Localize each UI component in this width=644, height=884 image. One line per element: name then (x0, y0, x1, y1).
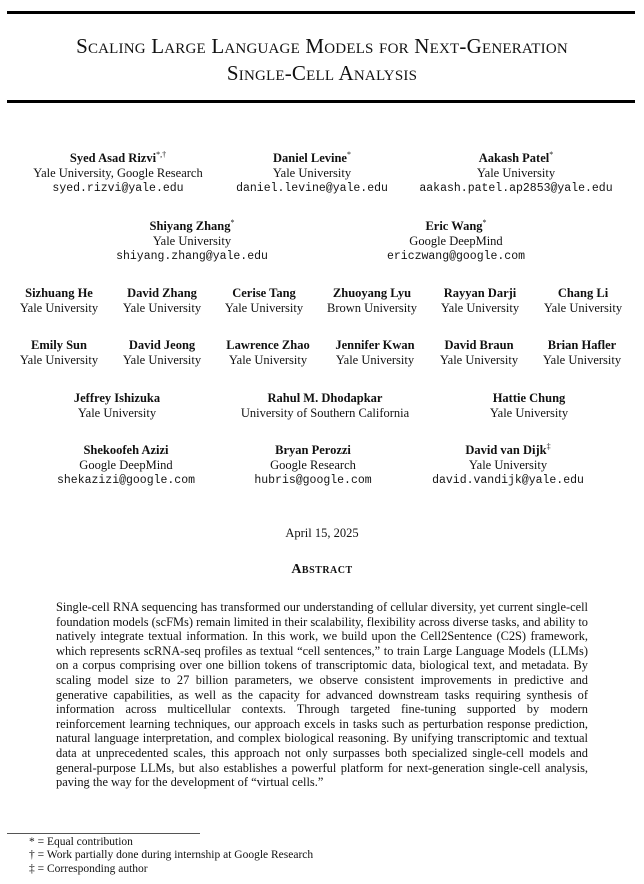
author-name: Jeffrey Ishizuka (73, 391, 161, 405)
author-name: Sizhuang He (25, 286, 93, 300)
author-name: Eric Wang (425, 219, 483, 233)
footnote-rule (7, 833, 200, 834)
title-line-1: Scaling Large Language Models for Next-Generation (76, 34, 568, 58)
author-affiliation: Yale University, Google Research (33, 166, 203, 180)
footnotes (29, 836, 313, 876)
abstract-heading: Abstract (291, 562, 353, 577)
author-mark: ‡ (546, 441, 551, 451)
author-name: Jennifer Kwan (335, 338, 415, 352)
author-email[interactable]: david.vandijk@yale.edu (432, 474, 584, 487)
paper-title (0, 33, 644, 87)
author-affiliation: Yale University (335, 353, 415, 367)
author-affiliation: Yale University (228, 353, 308, 367)
footnote-internship: † = Work partially done during internship at Google Research (29, 849, 314, 862)
author-name: Cerise Tang (232, 286, 296, 300)
author-block (419, 151, 612, 196)
author-block (20, 286, 98, 316)
author-block (490, 391, 568, 421)
author-name: Brian Hafler (547, 338, 617, 352)
author-name: Bryan Perozzi (275, 443, 351, 457)
author-name: Shiyang Zhang (149, 219, 231, 233)
author-affiliation: University of Southern California (240, 406, 410, 420)
author-email[interactable]: hubris@google.com (254, 474, 372, 487)
author-affiliation: Yale University (542, 353, 622, 367)
author-name: Lawrence Zhao (226, 338, 310, 352)
author-mark: * (230, 217, 235, 227)
author-block (241, 391, 409, 421)
author-name: David van Dijk (465, 443, 547, 457)
author-block (226, 338, 309, 368)
author-name: Syed Asad Rizvi (69, 151, 157, 165)
author-affiliation: Yale University (122, 301, 202, 315)
author-affiliation: Yale University (468, 458, 548, 472)
author-block (116, 219, 268, 264)
author-affiliation: Yale University (440, 301, 520, 315)
author-block (123, 286, 201, 316)
author-affiliation: Yale University (152, 234, 232, 248)
title-line-2: Single-Cell Analysis (226, 61, 418, 85)
author-block (123, 338, 201, 368)
author-block (57, 443, 195, 488)
author-block (236, 151, 388, 196)
bottom-rule (7, 100, 635, 103)
author-block (387, 219, 525, 264)
author-block (20, 338, 98, 368)
author-mark: *,† (156, 149, 167, 159)
author-affiliation: Brown University (327, 301, 417, 315)
author-mark: * (346, 149, 351, 159)
author-name: Shekoofeh Azizi (83, 443, 169, 457)
author-block (74, 391, 160, 421)
author-name: Aakash Patel (478, 151, 550, 165)
author-block (327, 286, 417, 316)
author-block (441, 286, 519, 316)
abstract-text: Single-cell RNA sequencing has transformed our understanding of cellular diversity, yet current single-cell foundation models (scFMs) remain limited in their scalability, flexibility across diverse tasks, and ability to natively integrate textual information. In this work, we build upon the Cell2Sentence (C2S) framework, which represents scRNA-seq profiles as textual “cell sentences,” to train Large Language Models (LLMs) on a corpus comprising over one billion tokens of transcriptomic data, biological text, and metadata. By scaling model size to 27 billion parameters, we observe consistent improvements in predictive and generative capabilities, as well as the capacity for advanced downstream tasks requiring synthesis of information across multicellular contexts. Through targeted fine-tuning supported by modern reinforcement learning techniques, our approach excels in tasks such as perturbation response prediction, natural language interpretation, and complex biological reasoning. By unifying transcriptomic and textual data at unprecedented scales, this approach not only surpasses both specialized single-cell models and general-purpose LLMs, but also establishes a powerful platform for next-generation single-cell analysis, paving the way for the development of “virtual cells.” (56, 600, 588, 790)
footnote-equal-contribution: * = Equal contribution (29, 836, 133, 848)
author-affiliation: Yale University (224, 301, 304, 315)
author-name: Daniel Levine (273, 151, 347, 165)
author-email[interactable]: shiyang.zhang@yale.edu (116, 250, 268, 263)
author-block (225, 286, 303, 316)
author-affiliation: Yale University (19, 301, 99, 315)
author-name: Rayyan Darji (443, 286, 517, 300)
author-mark: * (482, 217, 487, 227)
author-name: Chang Li (557, 286, 609, 300)
author-affiliation: Yale University (543, 301, 623, 315)
publication-date: April 15, 2025 (285, 526, 359, 540)
author-affiliation: Google Research (270, 458, 356, 472)
top-rule (7, 11, 635, 14)
author-name: David Braun (444, 338, 514, 352)
footnote-corresponding-author: ‡ = Corresponding author (29, 862, 148, 875)
author-affiliation: Yale University (122, 353, 202, 367)
author-affiliation: Google DeepMind (79, 458, 173, 472)
author-affiliation: Yale University (19, 353, 99, 367)
author-email[interactable]: aakash.patel.ap2853@yale.edu (419, 182, 613, 195)
author-name: Hattie Chung (492, 391, 566, 405)
author-name: Rahul M. Dhodapkar (267, 391, 383, 405)
author-affiliation: Yale University (476, 166, 556, 180)
author-name: David Jeong (128, 338, 196, 352)
author-email[interactable]: daniel.levine@yale.edu (236, 182, 388, 195)
author-block (440, 338, 518, 368)
author-block (33, 151, 202, 196)
author-email[interactable]: ericzwang@google.com (386, 250, 526, 263)
author-affiliation: Yale University (489, 406, 569, 420)
author-email[interactable]: syed.rizvi@yale.edu (52, 182, 184, 195)
author-name: David Zhang (127, 286, 197, 300)
author-affiliation: Yale University (77, 406, 157, 420)
author-block (432, 443, 584, 488)
author-affiliation: Yale University (272, 166, 352, 180)
author-name: Zhuoyang Lyu (332, 286, 412, 300)
author-block (543, 338, 621, 368)
author-mark: * (549, 149, 554, 159)
author-block (335, 338, 414, 368)
author-affiliation: Google DeepMind (409, 234, 503, 248)
author-email[interactable]: shekazizi@google.com (56, 474, 196, 487)
author-affiliation: Yale University (439, 353, 519, 367)
author-block (544, 286, 622, 316)
author-name: Emily Sun (31, 338, 87, 352)
author-block (254, 443, 371, 488)
